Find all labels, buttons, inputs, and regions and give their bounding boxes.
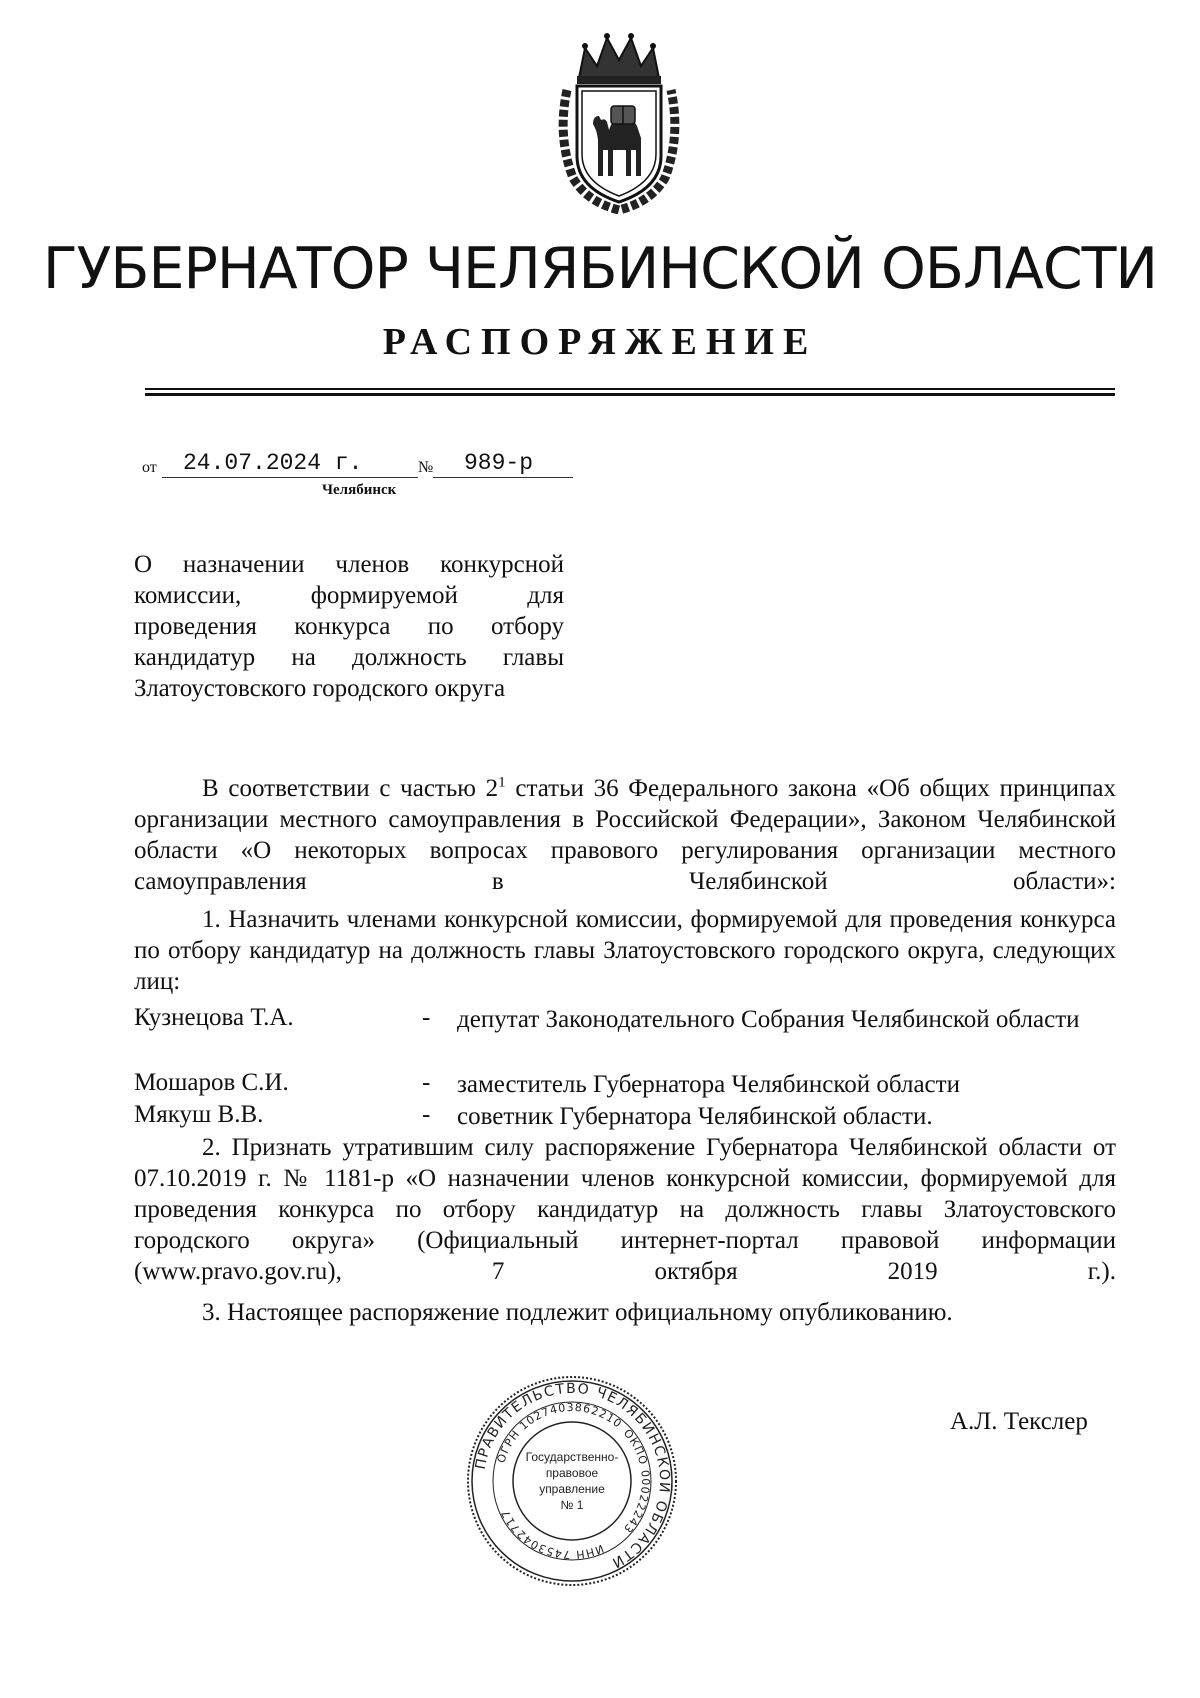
part-superscript: 1 [498,774,506,791]
document-date: 24.07.2024 г. [183,450,363,476]
stamp-ogrn: ОГРН 1027403862210 [494,1400,625,1465]
stamp-inn: ИНН 7453042717 [498,1507,606,1562]
member-role: депутат Законодательного Собрания Челябинской области [457,1006,1080,1033]
member-name: Мякуш В.В. [134,1101,264,1128]
date-prefix: от [142,459,157,476]
issuing-authority-title: ГУБЕРНАТОР ЧЕЛЯБИНСКОЙ ОБЛАСТИ [42,236,1158,302]
item-2-paragraph: 2. Признать утратившим силу распоряжение Губернатора Челябинской области от 07.10.2019 г. № 1181-р «О назначении членов конкурсной комиссии, формируемой для проведения конкурса по отбору кандидатур на должность главы Златоустовского городского округа» (Официальный интернет-портал правовой информации (www.pravo.gov.ru), 7 октября 2019 г.). [134,1134,1116,1285]
member-dash: - [422,1101,431,1128]
stamp-center-line: Государственно- [525,1450,619,1464]
svg-text:ИНН 7453042717 [499,1507,606,1561]
date-underline [162,477,418,478]
stamp-okpo: ОКПО 00022243 [620,1426,653,1536]
signatory-name: А.Л. Текслер [950,1408,1088,1435]
stamp-center-line: управление [539,1482,605,1496]
item-1-paragraph: 1. Назначить членами конкурсной комиссии, формируемой для проведения конкурса по отбору кандидатур на должность главы Златоустовского городского округа, следующих лиц: [134,906,1116,995]
preamble-text-end: статьи 36 Федерального закона «Об общих принципах организации местного самоуправления в Российской Федерации», Законом Челябинской области «О некоторых вопросах правового регулирования организации местного самоуправления в Челябинской области»: [134,775,1116,895]
member-dash: - [422,1069,431,1096]
coat-of-arms-emblem [557,26,681,214]
member-name: Мошаров С.И. [134,1069,289,1096]
number-underline [433,477,573,478]
stamp-outer-text: ПРАВИТЕЛЬСТВО ЧЕЛЯБИНСКОЙ ОБЛАСТИ [472,1380,673,1572]
stamp-center-line: № 1 [560,1498,584,1512]
official-seal-stamp [464,1373,680,1589]
stamp-center-line: правовое [545,1466,599,1480]
header-divider-thick [145,393,1115,396]
preamble-paragraph [134,773,1116,897]
document-type-title: РАСПОРЯЖЕНИЕ [382,321,818,363]
member-role: заместитель Губернатора Челябинской области [457,1071,960,1098]
issue-city: Челябинск [322,482,397,498]
preamble-text-start: В соответствии с частью 2 [202,775,499,802]
member-role: советник Губернатора Челябинской области. [457,1103,933,1130]
header-divider-thin [145,388,1115,390]
member-dash: - [422,1004,431,1031]
member-name: Кузнецова Т.А. [134,1004,294,1031]
document-number: 989-р [464,450,534,476]
item-3-paragraph: 3. Настоящее распоряжение подлежит официальному опубликованию. [202,1299,953,1326]
document-subject: О назначении членов конкурсной комиссии, формируемой для проведения конкурса по отбору кандидатур на должность главы Златоустовского городского округа [134,551,564,702]
number-prefix: № [418,459,434,476]
